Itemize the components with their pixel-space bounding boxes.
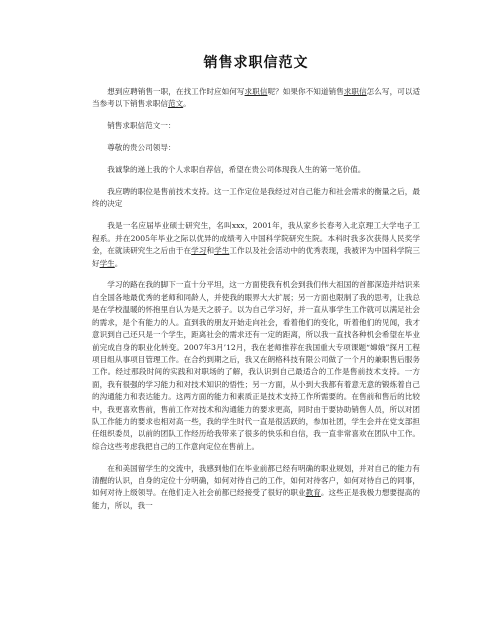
inline-link[interactable]: 学习 <box>191 246 207 256</box>
paragraph-text: 呢？如果你不知道销售 <box>267 87 344 96</box>
paragraph-text: 怎么写，可以适当参考以下销售求职信 <box>92 87 421 109</box>
paragraph-text: 。 <box>183 99 191 109</box>
inline-link[interactable]: 学生 <box>99 258 115 268</box>
paragraph <box>92 142 420 154</box>
paragraph-text: 尊敬的贵公司领导： <box>107 143 176 153</box>
inline-link[interactable]: 学生 <box>214 246 230 256</box>
inline-link[interactable]: 教育 <box>305 488 321 498</box>
paragraph-text: 我是一名应届毕业硕士研究生，名叫xxx，2001年，我从家乡长春考入北京理工大学电子工程系。并在2005年毕业之际以优异的成绩考入中国科学院研究生院。本科时我多次获得人民奖学金，在就读研究生之后由于在 <box>92 221 420 256</box>
paragraph <box>92 220 420 270</box>
paragraph-text: 在和美国留学生的交流中，我感到他们在毕业前都已经有明确的职业规划，并对自己的能力有清醒的认识，自身的定位十分明确，如何对待自己的工作，如何对待客户，如何对待自己的同事，如何对待上级领导。在他们走入社会前都已经接受了很好的职业 <box>92 463 420 498</box>
inline-link[interactable]: 求职信 <box>343 87 367 96</box>
paragraph-text: 我应聘的职位是售前技术支持。这一工作定位是我经过对自己能力和社会需求的衡量之后，最终的决定 <box>92 187 420 209</box>
document-title: 销售求职信范文 <box>203 55 309 71</box>
paragraph-text: 。这些正是我极力想要提高的能力，所以，我一 <box>92 488 421 510</box>
paragraph <box>92 463 420 513</box>
paragraph-text: 和 <box>206 246 215 256</box>
paragraph-text: 想到应聘销售一职，在找工作时应如何写 <box>107 87 245 96</box>
inline-link[interactable]: 求职信 <box>244 87 268 96</box>
paragraph-text: 。 <box>114 258 123 268</box>
document-body <box>92 86 420 512</box>
paragraph <box>92 164 420 176</box>
paragraph <box>92 120 420 132</box>
paragraph-text: 工作以及社会活动中的优秀表现，我被评为中国科学院三好 <box>92 246 421 268</box>
paragraph <box>92 86 420 111</box>
paragraph <box>92 186 420 211</box>
paragraph <box>92 279 420 453</box>
paragraph-text: 我诚挚的递上我的个人求职自荐信，希望在贵公司体现我人生的第一笔价值。 <box>107 165 366 175</box>
paragraph-text: 学习的路在我的脚下一直十分平坦，这一方面使我有机会到我们伟大祖国的首都深造并结识来自全国各地最优秀的老师和同龄人，并使我的眼界大大扩展；另一方面也限制了我的思考，让我总是在学校温暖的怀抱里自认为是天之骄子。以为自己学习好，并一直从事学生工作就可以满足社会的需求，是个有能力的人。直到我的朋友开始走向社会，看着他们的变化，听着他们的见闻，我才意识到自己还只是一个学生，距离社会的需求还有一定的距离，所以我一直找各种机会希望在毕业前完成自身的职业化转变。2007年3月’12月，我在老师推荐在我国重大专项课题“嫦娥”探月工程项目组从事项目管理工作。在合约到期之后，我又在朗格科技有限公司做了一个月的兼职售后服务工作。经过那段时间的实践和对职场的了解，我认识到自己最适合的工作是售前技术支持。一方面，我有很强的学习能力和对技术知识的悟性；另一方面，从小到大我都有着意无意的锻炼着自己的沟通能力和表达能力。这两方面的能力和素质正是技术支持工作所需要的。在售前和售后的比较中，我更喜欢售前，售前工作对技术和沟通能力的要求更高，同时由于要协助销售人员，所以对团队工作能力的要求也相对高一些，我的学生时代一直是很活跃的，参加社团，学生会并在党支部担任组织委员，以前的团队工作经历给我带来了很多的快乐和自信，我一直非常喜欢在团队中工作。综合这些考虑我把自己的工作意向定位在售前上。 <box>92 280 420 451</box>
inline-link[interactable]: 范文 <box>167 99 184 109</box>
paragraph-text: 销售求职信范文一： <box>107 121 176 131</box>
